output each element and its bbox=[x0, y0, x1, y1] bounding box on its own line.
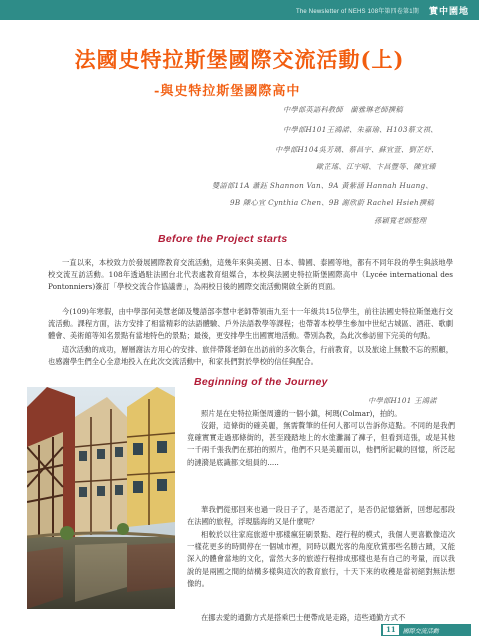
credit-line: 中學部H101王鴻諾、朱嘉瑜、H103蔡文祺、 bbox=[283, 125, 438, 134]
paragraph: 沒錯，這條街的確美麗，無需贅筆的任何人都可以告訴你這點。不同的是我們竟確實實走過那條街的，甚至踐踏地上的水塗灘漏了褲子，但看到這張，或是其他一千兩千張我們在那拍的照片，他們不只是美麗而以，他們所記載的回憶，所泛起的漣漪是底識都文組員的..... bbox=[187, 421, 455, 467]
credit-line: 孫穎寬老師整理 bbox=[374, 216, 427, 225]
section-author: 中學部H101 王鴻諾 bbox=[368, 396, 437, 405]
credit-line: 歐芷瑤、江宇晴、卞昌豐等、陳宜臻 bbox=[316, 162, 436, 171]
newsletter-label: The Newsletter of NEHS 108年第四卷第1期 bbox=[296, 8, 419, 15]
article-subtitle: -與史特拉斯堡國際高中 bbox=[154, 84, 301, 99]
paragraph: 華我們從那回來也過一段日子了，是否還記了，是否仍記憶猶新，回想起那段在法國的旅程，浮現腦海的又是什麼呢？ bbox=[187, 505, 455, 527]
colmar-street-photo bbox=[27, 387, 175, 609]
section-label: 實中園地 bbox=[428, 6, 469, 17]
page-footer bbox=[381, 624, 471, 636]
credit-line: 9B 陳心宜 Cynthia Chen、9B 謝欣蔚 Rachel Hsieh撰稿 bbox=[230, 198, 434, 207]
section-heading-before: Before the Project starts bbox=[158, 233, 288, 245]
section-heading-journey: Beginning of the Journey bbox=[194, 376, 328, 388]
footer-tag: 國際交流活動 bbox=[402, 627, 439, 635]
credit-line: 中學部英語科教師 蘭雅琳老師撰稿 bbox=[283, 105, 403, 114]
header-bar bbox=[0, 0, 479, 20]
page-number: 11 bbox=[383, 625, 399, 635]
paragraph: 相較於以往家庭旅遊中那樣瘋狂刷景點、趕行程的模式，我個人更喜歡像這次一樣花更多的時間停在一個城市裡，同時以觀光客的角度欣賞那些名勝古蹟，又能深入的體會當地的文化，當然大多的旅遊行程排成那樣也是有自己的考量，而以我說的是兩國之間的結構多樣與這次的教育旅行，十天下來的收穫是當初絕對無法想像的。 bbox=[187, 530, 455, 588]
article-title: 法國史特拉斯堡國際交流活動(上) bbox=[74, 47, 405, 72]
paragraph: 今(109)年寒假，由中學部何美慧老師及雙語部李慧中老師帶領南九至十一年級共15位學生，前往法國史特拉斯堡進行交流活動。課程方面，法方安排了相當精彩的法語體驗、戶外法語教學等課程；也帶著本校學生參加中世紀古城區、酒莊、歌劇體會、美術館等知名景點有當地特色的景點；最後，更安排學生出國實地活動。帶別為教，為此次參訪留下完美的句點。 bbox=[48, 307, 453, 341]
paragraph: 在挪去愛的通勤方式是搭乘巴士便帶成是走路，這些通勤方式不 bbox=[201, 613, 406, 622]
credit-line: 中學部H104吳芳瑀、蔡昌宇、蘇宜萱、劉芷妤、 bbox=[275, 145, 439, 154]
paragraph: 這次活動的成功，層層謝法方用心的安排、旅伴帶隊老師在出訪前的多次集合，行前教育，以及旅途上無數不忘的照顧，也感謝學生們全心全意地投入在此次交流活動中，和家長們對於學校的信任與配合。 bbox=[48, 345, 453, 367]
credit-line: 雙語部11A 蕭鈺 Shannon Van、9A 黃紫涵 Hannah Huang、 bbox=[212, 181, 433, 190]
paragraph: 照片是在史特拉斯堡周邊的一個小鎮，柯瑪(Colmar)，拍的。 bbox=[201, 409, 402, 418]
paragraph: 一直以來，本校致力於發展國際教育交流活動，這幾年來與美國、日本、韓國、泰國等地，都有不同年段的學生與該地學校交流互訪活動。108年透過駐法國台北代表處教育組媒合，本校與法國史特拉斯堡國際高中（Lycée international des Pontonniers)簽訂「學校交流合作協議書」，為兩校日後的國際交流活動開啟全新的頁面。 bbox=[48, 258, 453, 292]
